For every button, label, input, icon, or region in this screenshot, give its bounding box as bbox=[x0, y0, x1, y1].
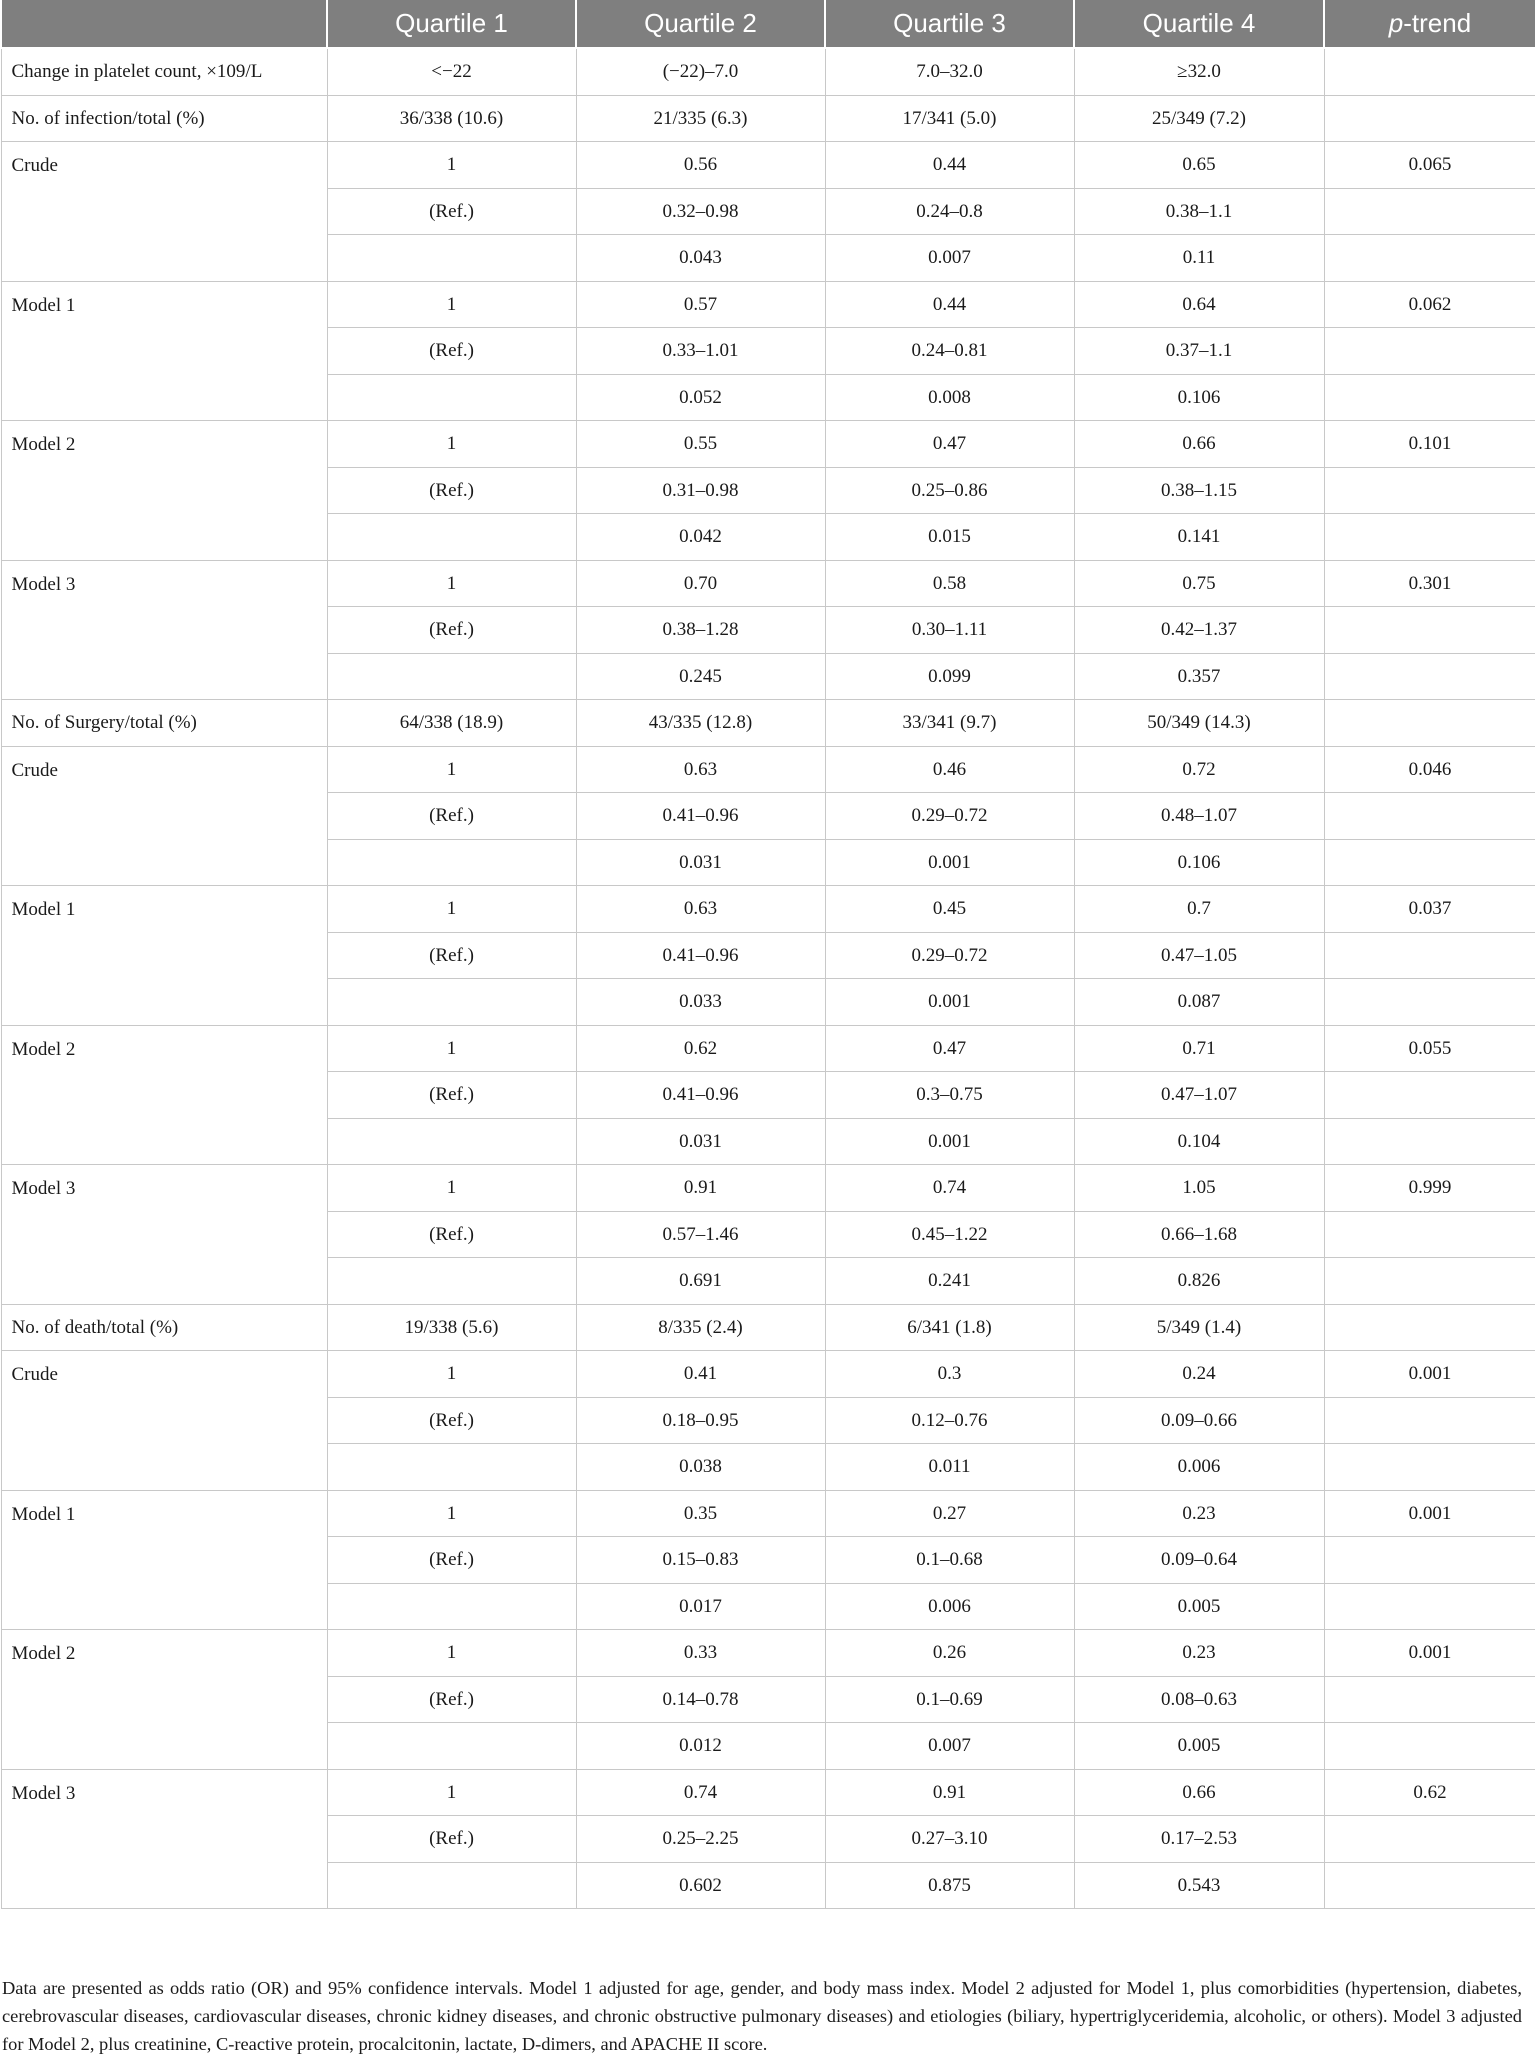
table-cell: 33/341 (9.7) bbox=[825, 700, 1074, 747]
table-cell: 0.301 bbox=[1324, 560, 1535, 607]
table-cell bbox=[1324, 1816, 1535, 1863]
table-cell: 0.001 bbox=[1324, 1490, 1535, 1537]
table-cell bbox=[1324, 235, 1535, 282]
table-cell bbox=[327, 979, 576, 1026]
table-cell bbox=[1324, 1072, 1535, 1119]
table-cell: 17/341 (5.0) bbox=[825, 95, 1074, 142]
table-cell bbox=[327, 1258, 576, 1305]
model-label: Model 2 bbox=[1, 421, 327, 561]
table-cell: 0.18–0.95 bbox=[576, 1397, 825, 1444]
table-cell: 5/349 (1.4) bbox=[1074, 1304, 1324, 1351]
table-cell bbox=[327, 653, 576, 700]
table-cell: 0.27–3.10 bbox=[825, 1816, 1074, 1863]
table-cell: 1 bbox=[327, 1025, 576, 1072]
table-cell bbox=[1324, 95, 1535, 142]
table-cell: (Ref.) bbox=[327, 932, 576, 979]
table-cell: 0.001 bbox=[825, 839, 1074, 886]
table-cell bbox=[1324, 932, 1535, 979]
header-p-trend bbox=[1324, 0, 1535, 48]
table-cell: 0.47–1.07 bbox=[1074, 1072, 1324, 1119]
table-row bbox=[1, 1165, 1535, 1212]
table-cell: 0.41–0.96 bbox=[576, 932, 825, 979]
table-row bbox=[1, 560, 1535, 607]
p-italic-prefix: p bbox=[1388, 8, 1404, 38]
model-label: Crude bbox=[1, 746, 327, 886]
table-cell: 0.087 bbox=[1074, 979, 1324, 1026]
table-cell: 0.38–1.28 bbox=[576, 607, 825, 654]
table-cell: 0.75 bbox=[1074, 560, 1324, 607]
table-cell: 0.46 bbox=[825, 746, 1074, 793]
table-cell: 43/335 (12.8) bbox=[576, 700, 825, 747]
table-cell: 0.7 bbox=[1074, 886, 1324, 933]
table-cell: 0.63 bbox=[576, 746, 825, 793]
table-cell: 0.602 bbox=[576, 1862, 825, 1909]
table-cell: 0.44 bbox=[825, 142, 1074, 189]
model-label: Model 2 bbox=[1, 1630, 327, 1770]
table-cell: 0.91 bbox=[576, 1165, 825, 1212]
table-cell: 1.05 bbox=[1074, 1165, 1324, 1212]
table-body bbox=[1, 48, 1535, 1909]
table-cell: 1 bbox=[327, 281, 576, 328]
table-cell: 0.42–1.37 bbox=[1074, 607, 1324, 654]
table-cell: 0.58 bbox=[825, 560, 1074, 607]
table-cell: 19/338 (5.6) bbox=[327, 1304, 576, 1351]
table-cell: 0.64 bbox=[1074, 281, 1324, 328]
table-cell bbox=[1324, 700, 1535, 747]
model-label: Model 3 bbox=[1, 1769, 327, 1909]
table-cell: 0.15–0.83 bbox=[576, 1537, 825, 1584]
table-cell bbox=[1324, 1583, 1535, 1630]
table-cell: 0.27 bbox=[825, 1490, 1074, 1537]
table-cell: 0.062 bbox=[1324, 281, 1535, 328]
table-cell: 0.001 bbox=[1324, 1630, 1535, 1677]
table-cell: (Ref.) bbox=[327, 793, 576, 840]
table-cell: 1 bbox=[327, 560, 576, 607]
table-cell: (Ref.) bbox=[327, 607, 576, 654]
model-label: Model 1 bbox=[1, 281, 327, 421]
table-row bbox=[1, 421, 1535, 468]
table-cell bbox=[1324, 467, 1535, 514]
table-cell: 0.41–0.96 bbox=[576, 1072, 825, 1119]
table-cell: 0.3 bbox=[825, 1351, 1074, 1398]
table-cell bbox=[1324, 979, 1535, 1026]
table-cell: 0.33 bbox=[576, 1630, 825, 1677]
table-row bbox=[1, 1304, 1535, 1351]
table-cell: 0.65 bbox=[1074, 142, 1324, 189]
table-cell: 0.63 bbox=[576, 886, 825, 933]
table-cell: 0.033 bbox=[576, 979, 825, 1026]
table-cell bbox=[1324, 48, 1535, 95]
table-cell: (Ref.) bbox=[327, 1397, 576, 1444]
model-label: Crude bbox=[1, 142, 327, 282]
table-cell: 0.007 bbox=[825, 235, 1074, 282]
table-cell: 0.45 bbox=[825, 886, 1074, 933]
table-cell: <−22 bbox=[327, 48, 576, 95]
table-cell: 0.29–0.72 bbox=[825, 932, 1074, 979]
table-cell: 0.25–2.25 bbox=[576, 1816, 825, 1863]
table-cell: 0.09–0.64 bbox=[1074, 1537, 1324, 1584]
table-cell: 0.005 bbox=[1074, 1583, 1324, 1630]
table-cell: 0.74 bbox=[825, 1165, 1074, 1212]
table-cell: 0.005 bbox=[1074, 1723, 1324, 1770]
table-cell: 0.357 bbox=[1074, 653, 1324, 700]
table-cell: 0.57–1.46 bbox=[576, 1211, 825, 1258]
table-cell: 1 bbox=[327, 1769, 576, 1816]
table-cell: 0.47–1.05 bbox=[1074, 932, 1324, 979]
table-cell: 0.006 bbox=[825, 1583, 1074, 1630]
table-cell: 0.245 bbox=[576, 653, 825, 700]
table-cell: 36/338 (10.6) bbox=[327, 95, 576, 142]
table-cell: 0.11 bbox=[1074, 235, 1324, 282]
table-cell: 0.24 bbox=[1074, 1351, 1324, 1398]
row-label: No. of infection/total (%) bbox=[1, 95, 327, 142]
table-cell: 0.1–0.68 bbox=[825, 1537, 1074, 1584]
table-cell: 7.0–32.0 bbox=[825, 48, 1074, 95]
table-cell: 0.046 bbox=[1324, 746, 1535, 793]
table-row bbox=[1, 142, 1535, 189]
table-cell: 0.826 bbox=[1074, 1258, 1324, 1305]
table-cell: 0.47 bbox=[825, 421, 1074, 468]
table-cell: 0.031 bbox=[576, 839, 825, 886]
table-cell: 0.38–1.1 bbox=[1074, 188, 1324, 235]
table-cell bbox=[1324, 607, 1535, 654]
row-label: No. of death/total (%) bbox=[1, 1304, 327, 1351]
table-row bbox=[1, 48, 1535, 95]
table-cell: 0.74 bbox=[576, 1769, 825, 1816]
table-row bbox=[1, 1351, 1535, 1398]
table-cell bbox=[1324, 1304, 1535, 1351]
table-row bbox=[1, 1769, 1535, 1816]
table-cell: 0.44 bbox=[825, 281, 1074, 328]
table-cell bbox=[327, 374, 576, 421]
table-cell: 0.23 bbox=[1074, 1490, 1324, 1537]
table-cell: 0.12–0.76 bbox=[825, 1397, 1074, 1444]
table-cell: 0.012 bbox=[576, 1723, 825, 1770]
table-cell: 64/338 (18.9) bbox=[327, 700, 576, 747]
row-label: No. of Surgery/total (%) bbox=[1, 700, 327, 747]
table-cell: 0.015 bbox=[825, 514, 1074, 561]
header-quartile-1: Quartile 1 bbox=[327, 0, 576, 48]
table-cell: 0.31–0.98 bbox=[576, 467, 825, 514]
table-cell bbox=[1324, 1723, 1535, 1770]
table-cell: 1 bbox=[327, 142, 576, 189]
table-cell: 0.106 bbox=[1074, 374, 1324, 421]
table-cell bbox=[327, 1444, 576, 1491]
table-cell: 0.24–0.8 bbox=[825, 188, 1074, 235]
header-label-cell bbox=[1, 0, 327, 48]
table-cell: 0.35 bbox=[576, 1490, 825, 1537]
row-label: Change in platelet count, ×109/L bbox=[1, 48, 327, 95]
header-quartile-2: Quartile 2 bbox=[576, 0, 825, 48]
table-cell: 0.29–0.72 bbox=[825, 793, 1074, 840]
table-cell: 0.052 bbox=[576, 374, 825, 421]
table-cell: 0.043 bbox=[576, 235, 825, 282]
table-row bbox=[1, 95, 1535, 142]
table-cell: 0.543 bbox=[1074, 1862, 1324, 1909]
table-cell: 0.042 bbox=[576, 514, 825, 561]
table-cell: 0.011 bbox=[825, 1444, 1074, 1491]
table-cell: (Ref.) bbox=[327, 1537, 576, 1584]
table-cell: 0.33–1.01 bbox=[576, 328, 825, 375]
table-cell: 0.17–2.53 bbox=[1074, 1816, 1324, 1863]
table-cell: 1 bbox=[327, 1351, 576, 1398]
table-cell: 0.71 bbox=[1074, 1025, 1324, 1072]
table-cell: 0.48–1.07 bbox=[1074, 793, 1324, 840]
table-cell: 0.41–0.96 bbox=[576, 793, 825, 840]
table-cell: 0.001 bbox=[825, 979, 1074, 1026]
table-cell: 0.41 bbox=[576, 1351, 825, 1398]
table-cell: 1 bbox=[327, 421, 576, 468]
table-cell: (Ref.) bbox=[327, 1072, 576, 1119]
table-row bbox=[1, 281, 1535, 328]
table-cell: 0.101 bbox=[1324, 421, 1535, 468]
header-quartile-3: Quartile 3 bbox=[825, 0, 1074, 48]
table-cell: 0.66 bbox=[1074, 421, 1324, 468]
table-cell: 0.62 bbox=[1324, 1769, 1535, 1816]
table-cell bbox=[1324, 514, 1535, 561]
table-cell: ≥32.0 bbox=[1074, 48, 1324, 95]
table-cell: 0.1–0.69 bbox=[825, 1676, 1074, 1723]
table-row bbox=[1, 700, 1535, 747]
table-cell: 0.006 bbox=[1074, 1444, 1324, 1491]
table-cell: (Ref.) bbox=[327, 1676, 576, 1723]
table-cell: 0.141 bbox=[1074, 514, 1324, 561]
table-footnote: Data are presented as odds ratio (OR) and 95% confidence intervals. Model 1 adjusted for age, gender, and body mass index. Model 2 adjusted for Model 1, plus comorbidities (hypertension, diabetes, cerebrovascular diseases, cardiovascular diseases, chronic kidney diseases, and chronic obstructive pulmonary diseases) and etiologies (biliary, hypertriglyceridemia, alcoholic, or others). Model 3 adjusted for Model 2, plus creatinine, C-reactive protein, procalcitonin, lactate, D-dimers, and APACHE II score. bbox=[2, 1978, 1522, 2055]
table-cell: (Ref.) bbox=[327, 1816, 576, 1863]
table-cell bbox=[1324, 1537, 1535, 1584]
table-cell bbox=[1324, 188, 1535, 235]
table-cell bbox=[1324, 374, 1535, 421]
table-cell: 0.25–0.86 bbox=[825, 467, 1074, 514]
table-cell: 1 bbox=[327, 886, 576, 933]
table-cell: 1 bbox=[327, 1165, 576, 1212]
model-label: Model 1 bbox=[1, 886, 327, 1026]
table-cell: 0.055 bbox=[1324, 1025, 1535, 1072]
table-cell: 25/349 (7.2) bbox=[1074, 95, 1324, 142]
table-cell bbox=[1324, 1258, 1535, 1305]
table-cell bbox=[327, 1118, 576, 1165]
table-cell bbox=[1324, 1211, 1535, 1258]
table-cell: (Ref.) bbox=[327, 188, 576, 235]
table-row bbox=[1, 746, 1535, 793]
model-label: Model 1 bbox=[1, 1490, 327, 1630]
table-cell: 0.691 bbox=[576, 1258, 825, 1305]
table-cell: 0.001 bbox=[1324, 1351, 1535, 1398]
table-cell bbox=[1324, 653, 1535, 700]
table-cell: 0.08–0.63 bbox=[1074, 1676, 1324, 1723]
table-cell: 0.104 bbox=[1074, 1118, 1324, 1165]
table-cell: 0.999 bbox=[1324, 1165, 1535, 1212]
model-label: Model 3 bbox=[1, 560, 327, 700]
table-cell bbox=[327, 1723, 576, 1770]
table-cell: 0.55 bbox=[576, 421, 825, 468]
table-cell: 0.875 bbox=[825, 1862, 1074, 1909]
table-cell bbox=[1324, 1118, 1535, 1165]
table-cell: 0.037 bbox=[1324, 886, 1535, 933]
table-cell bbox=[327, 514, 576, 561]
table-cell: (Ref.) bbox=[327, 467, 576, 514]
header-quartile-4: Quartile 4 bbox=[1074, 0, 1324, 48]
model-label: Crude bbox=[1, 1351, 327, 1491]
table-header-row bbox=[1, 0, 1535, 48]
table-cell: 0.017 bbox=[576, 1583, 825, 1630]
table-cell: 0.26 bbox=[825, 1630, 1074, 1677]
table-cell: 0.37–1.1 bbox=[1074, 328, 1324, 375]
table-cell bbox=[1324, 839, 1535, 886]
table-cell: 0.66 bbox=[1074, 1769, 1324, 1816]
table-cell: 1 bbox=[327, 1490, 576, 1537]
table-cell: 0.91 bbox=[825, 1769, 1074, 1816]
table-cell: 0.007 bbox=[825, 1723, 1074, 1770]
table-cell: 6/341 (1.8) bbox=[825, 1304, 1074, 1351]
table-cell bbox=[327, 1862, 576, 1909]
table-cell: (Ref.) bbox=[327, 328, 576, 375]
table-cell: 0.66–1.68 bbox=[1074, 1211, 1324, 1258]
table-cell bbox=[1324, 1397, 1535, 1444]
table-row bbox=[1, 1630, 1535, 1677]
p-trend-suffix: -trend bbox=[1403, 8, 1472, 38]
table-cell: 0.62 bbox=[576, 1025, 825, 1072]
table-row bbox=[1, 1490, 1535, 1537]
table-cell: 1 bbox=[327, 746, 576, 793]
table-cell bbox=[1324, 1862, 1535, 1909]
table-cell: 0.38–1.15 bbox=[1074, 467, 1324, 514]
table-cell: 0.031 bbox=[576, 1118, 825, 1165]
table-cell: 0.09–0.66 bbox=[1074, 1397, 1324, 1444]
table-cell: 0.038 bbox=[576, 1444, 825, 1491]
table-cell: 0.099 bbox=[825, 653, 1074, 700]
table-cell: 0.001 bbox=[825, 1118, 1074, 1165]
table-cell: 21/335 (6.3) bbox=[576, 95, 825, 142]
table-cell bbox=[1324, 328, 1535, 375]
table-cell: 8/335 (2.4) bbox=[576, 1304, 825, 1351]
table-cell: 0.106 bbox=[1074, 839, 1324, 886]
table-cell: 0.14–0.78 bbox=[576, 1676, 825, 1723]
table-cell: 0.72 bbox=[1074, 746, 1324, 793]
table-cell: 0.57 bbox=[576, 281, 825, 328]
table-cell: 0.47 bbox=[825, 1025, 1074, 1072]
table-cell: 0.30–1.11 bbox=[825, 607, 1074, 654]
table-row bbox=[1, 886, 1535, 933]
table-row bbox=[1, 1025, 1535, 1072]
table-cell: (−22)–7.0 bbox=[576, 48, 825, 95]
table-cell: 0.23 bbox=[1074, 1630, 1324, 1677]
table-cell: 0.56 bbox=[576, 142, 825, 189]
model-label: Model 3 bbox=[1, 1165, 327, 1305]
table-cell bbox=[1324, 1676, 1535, 1723]
table-cell: 0.008 bbox=[825, 374, 1074, 421]
table-cell bbox=[1324, 1444, 1535, 1491]
table-cell: 0.241 bbox=[825, 1258, 1074, 1305]
table-cell bbox=[327, 839, 576, 886]
table-cell: 50/349 (14.3) bbox=[1074, 700, 1324, 747]
table-cell: 1 bbox=[327, 1630, 576, 1677]
table-cell: 0.3–0.75 bbox=[825, 1072, 1074, 1119]
model-label: Model 2 bbox=[1, 1025, 327, 1165]
table-cell: 0.24–0.81 bbox=[825, 328, 1074, 375]
table-cell: 0.065 bbox=[1324, 142, 1535, 189]
table-cell: 0.70 bbox=[576, 560, 825, 607]
table-cell bbox=[327, 235, 576, 282]
table-cell bbox=[327, 1583, 576, 1630]
table-cell: (Ref.) bbox=[327, 1211, 576, 1258]
table-cell: 0.45–1.22 bbox=[825, 1211, 1074, 1258]
table-cell: 0.32–0.98 bbox=[576, 188, 825, 235]
table-cell bbox=[1324, 793, 1535, 840]
